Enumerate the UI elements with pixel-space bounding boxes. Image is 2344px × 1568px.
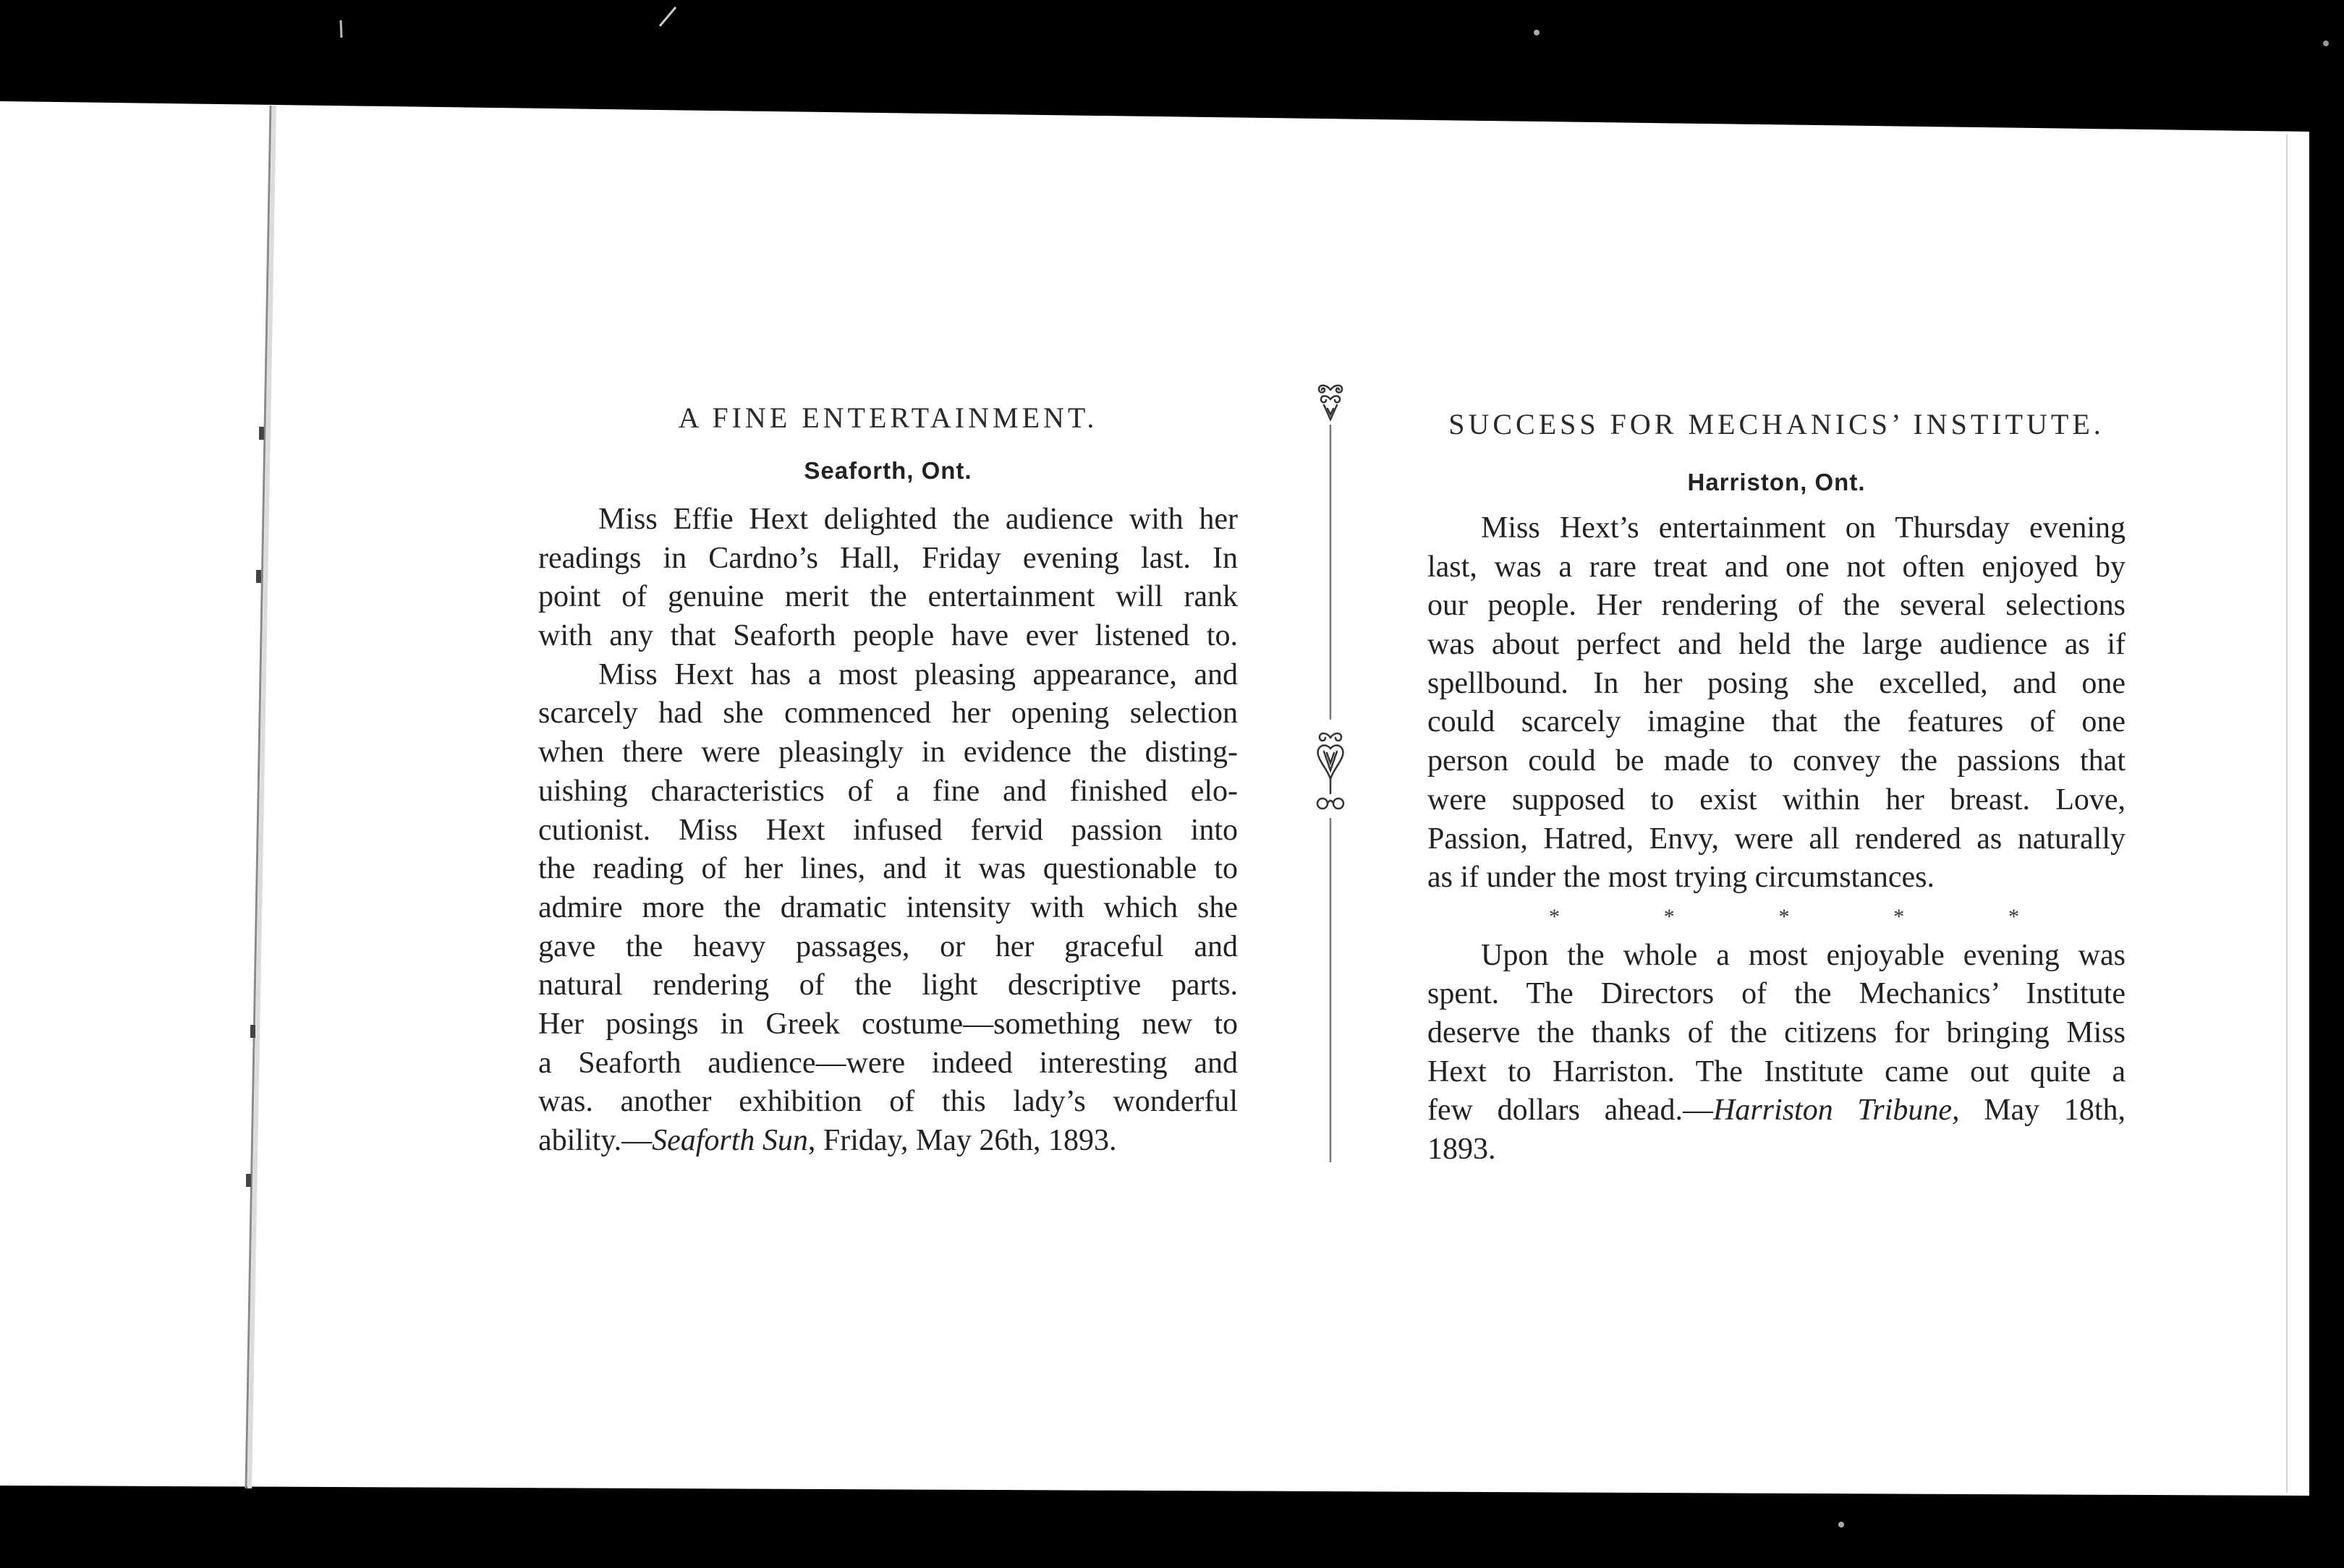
separator-star: * — [1778, 904, 1790, 929]
article-title: SUCCESS FOR MECHANICS’ INSTITUTE. — [1448, 408, 2105, 440]
binding-mark — [259, 427, 264, 440]
source-citation: Harriston Tribune, — [1713, 1094, 1960, 1128]
text-line: cutionist. Miss Hext infused fervid passion into — [538, 813, 1238, 847]
text-line: readings in Cardno’s Hall, Friday evening last. In — [538, 541, 1238, 575]
paragraph — [1427, 509, 2126, 898]
text-line: was. another exhibition of this lady’s wonderful — [538, 1085, 1238, 1119]
text-run: May 18th, — [1959, 1094, 2126, 1128]
scan-speck — [1838, 1522, 1844, 1527]
article-dateline: Seaforth, Ont. — [804, 457, 972, 484]
text-line: as if under the most trying circumstances. — [1427, 861, 1935, 895]
text-line: the reading of her lines, and it was questionable to — [538, 852, 1238, 886]
separator-star: * — [2008, 904, 2019, 929]
text-run: ability.— — [538, 1124, 653, 1157]
scan-speck — [1534, 30, 1540, 35]
text-line: admire more the dramatic intensity with which she — [538, 890, 1238, 924]
text-line: Hext to Harriston. The Institute came out quite a — [1427, 1054, 2126, 1088]
text-line: Miss Effie Hext delighted the audience with her — [598, 503, 1238, 536]
article-body — [1427, 509, 2126, 1169]
scan-speck — [2323, 41, 2329, 46]
binding-mark — [250, 1025, 255, 1038]
paragraph — [1427, 937, 2126, 1169]
source-citation: Seaforth Sun — [652, 1124, 808, 1157]
heart-scroll-icon — [1317, 733, 1343, 809]
text-line: 1893. — [1427, 1133, 1496, 1166]
text-line: scarcely had she commenced her opening selection — [538, 696, 1238, 730]
text-line: with any that Seaforth people have ever listened to. — [538, 619, 1238, 653]
section-separator — [1549, 898, 2019, 937]
column-divider — [1301, 380, 1359, 1168]
text-line: our people. Her rendering of the several selections — [1427, 589, 2126, 623]
text-line: Miss Hext’s entertainment on Thursday evening — [1481, 511, 2126, 545]
binding-mark — [246, 1174, 251, 1187]
text-line: was about perfect and held the large audience as if — [1427, 628, 2126, 662]
paragraph — [538, 500, 1238, 656]
separator-star: * — [1893, 904, 1905, 929]
text-line: deserve the thanks of the citizens for bringing Miss — [1427, 1015, 2126, 1049]
separator-star: * — [1663, 904, 1675, 929]
text-line: last, was a rare treat and one not often enjoyed by — [1427, 550, 2126, 584]
article-title: A FINE ENTERTAINMENT. — [678, 401, 1098, 434]
article-dateline: Harriston, Ont. — [1687, 469, 1866, 495]
text-line — [1427, 1091, 2126, 1130]
text-line: when there were pleasingly in evidence the disting- — [538, 736, 1238, 770]
text-line: Upon the whole a most enjoyable evening was — [1481, 938, 2126, 972]
text-line: spellbound. In her posing she excelled, and one — [1427, 666, 2126, 700]
text-line: gave the heavy passages, or her graceful and — [538, 929, 1238, 963]
text-line: Passion, Hatred, Envy, were all rendered as naturally — [1427, 822, 2126, 856]
text-line: a Seaforth audience—were indeed interesting and — [538, 1046, 1238, 1080]
text-line: Miss Hext has a most pleasing appearance, and — [598, 657, 1238, 691]
fleuron-icon — [1319, 385, 1342, 419]
binding-mark — [256, 570, 261, 583]
paragraph — [538, 656, 1238, 1161]
text-line: point of genuine merit the entertainment will rank — [538, 580, 1238, 614]
separator-star: * — [1549, 904, 1560, 929]
text-line: natural rendering of the light descriptive parts. — [538, 968, 1238, 1002]
text-line: were supposed to exist within her breast. Love, — [1427, 783, 2126, 817]
text-line: Her posings in Greek costume—something new to — [538, 1007, 1238, 1041]
scan-speck — [660, 7, 676, 26]
article-body — [538, 500, 1238, 1161]
text-line: spent. The Directors of the Mechanics’ Institute — [1427, 977, 2126, 1011]
text-run: , Friday, May 26th, 1893. — [807, 1124, 1117, 1157]
text-line: uishing characteristics of a fine and finished elo- — [538, 774, 1238, 808]
text-line: person could be made to convey the passions that — [1427, 744, 2126, 778]
text-run: few dollars ahead.— — [1427, 1094, 1713, 1128]
text-line — [538, 1122, 1238, 1161]
text-line: could scarcely imagine that the features of one — [1427, 705, 2126, 739]
